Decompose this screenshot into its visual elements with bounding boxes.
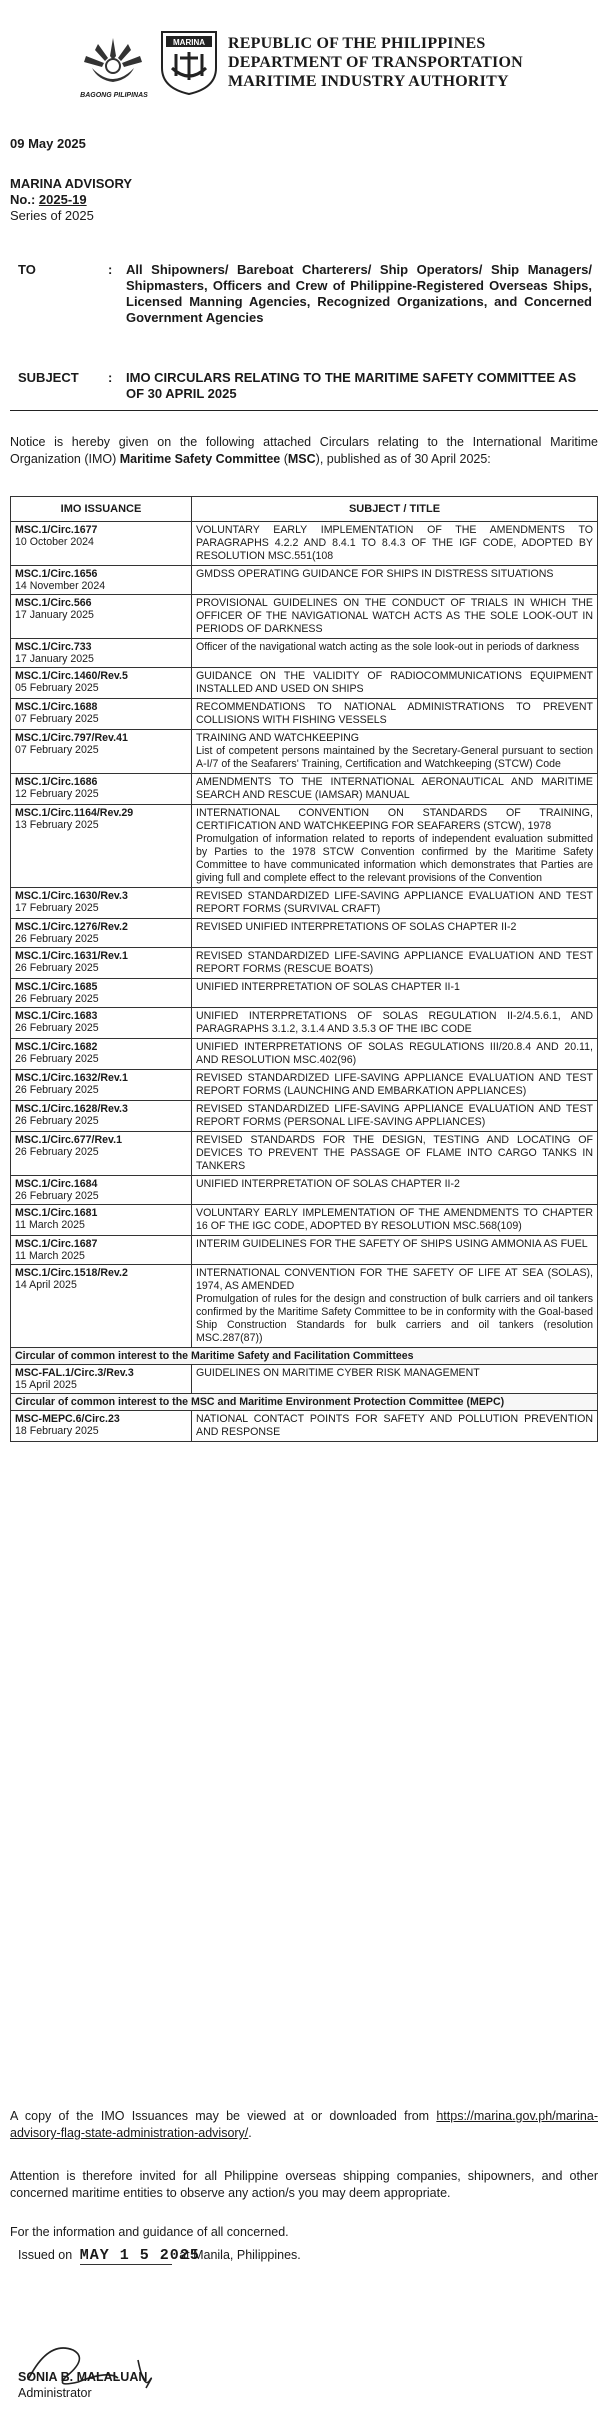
circular-code: MSC.1/Circ.1518/Rev.2 — [15, 1267, 128, 1279]
issuance-cell — [11, 595, 192, 639]
subject-cell — [192, 948, 598, 979]
circular-date: 12 February 2025 — [15, 788, 99, 800]
circular-date: 05 February 2025 — [15, 682, 99, 694]
issuance-cell — [11, 699, 192, 730]
circular-code: MSC.1/Circ.1630/Rev.3 — [15, 890, 128, 902]
logo-caption: BAGONG PILIPINAS — [80, 92, 148, 99]
circular-subject: UNIFIED INTERPRETATION OF SOLAS CHAPTER II-1 — [196, 981, 460, 993]
table-row — [11, 522, 598, 566]
copy-paragraph: A copy of the IMO Issuances may be viewed at or downloaded from https://marina.gov.ph/marina-advisory-flag-state-administration-advisory/. — [10, 2109, 598, 2140]
advisory-number-value: 2025-19 — [38, 192, 87, 207]
subject-cell — [192, 1008, 598, 1039]
circular-subject: UNIFIED INTERPRETATIONS OF SOLAS REGULATION II-2/4.5.6.1, AND PARAGRAPHS 3.1.2, 3.1.4 AND 3.5.3 OF THE IBC CODE — [196, 1010, 593, 1035]
issuance-cell — [11, 1101, 192, 1132]
circular-subject: REVISED STANDARDS FOR THE DESIGN, TESTING AND LOCATING OF DEVICES TO PREVENT THE PASSAGE OF FLAME INTO CARGO TANKS IN TANKERS — [196, 1134, 593, 1172]
circular-date: 11 March 2025 — [15, 1219, 85, 1231]
circular-subject: GMDSS OPERATING GUIDANCE FOR SHIPS IN DISTRESS SITUATIONS — [196, 568, 554, 580]
issued-date-stamp: MAY 1 5 2025 — [79, 2247, 200, 2264]
circular-code: MSC.1/Circ.1276/Rev.2 — [15, 921, 128, 933]
subject-cell — [192, 730, 598, 774]
header-line-department: DEPARTMENT OF TRANSPORTATION — [228, 54, 523, 71]
circular-code: MSC.1/Circ.1687 — [15, 1238, 98, 1250]
notice-paragraph: Notice is hereby given on the following attached Circulars relating to the International Maritime Organization (IMO) Maritime Safety Committee (MSC), published as of 30 April 2025: — [10, 435, 598, 466]
table-row — [11, 1101, 598, 1132]
section-heading: Circular of common interest to the Maritime Safety and Facilitation Committees — [11, 1348, 598, 1365]
circular-date: 07 February 2025 — [15, 713, 99, 725]
circular-subject: NATIONAL CONTACT POINTS FOR SAFETY AND POLLUTION PREVENTION AND RESPONSE — [196, 1413, 593, 1438]
circular-code: MSC.1/Circ.1677 — [15, 524, 98, 536]
circular-subject: REVISED STANDARDIZED LIFE-SAVING APPLIANCE EVALUATION AND TEST REPORT FORMS (RESCUE BOATS) — [196, 950, 593, 975]
table-row — [11, 888, 598, 919]
circular-date: 26 February 2025 — [15, 1190, 99, 1202]
table-row — [11, 668, 598, 699]
circular-code: MSC.1/Circ.1460/Rev.5 — [15, 670, 128, 682]
table-row — [11, 1176, 598, 1205]
table-row — [11, 1205, 598, 1236]
circular-code: MSC.1/Circ.1686 — [15, 776, 98, 788]
subject-cell — [192, 1070, 598, 1101]
circular-subject: AMENDMENTS TO THE INTERNATIONAL AERONAUTICAL AND MARITIME SEARCH AND RESCUE (IAMSAR) MANUAL — [196, 776, 593, 801]
subject-cell — [192, 1101, 598, 1132]
circular-code: MSC.1/Circ.1688 — [15, 701, 98, 713]
subject-cell — [192, 1236, 598, 1265]
circular-date: 14 November 2024 — [15, 580, 106, 592]
marina-logo-text: MARINA — [173, 38, 205, 47]
issuance-cell — [11, 639, 192, 668]
table-row — [11, 1070, 598, 1101]
subject-cell — [192, 1176, 598, 1205]
advisory-date: 09 May 2025 — [10, 136, 86, 151]
subject-cell — [192, 1132, 598, 1176]
advisory-number-label: No.: — [10, 192, 36, 207]
issuance-cell — [11, 1265, 192, 1348]
issuance-cell — [11, 919, 192, 948]
circular-date: 26 February 2025 — [15, 962, 99, 974]
circular-subject: GUIDANCE ON THE VALIDITY OF RADIOCOMMUNICATIONS EQUIPMENT INSTALLED AND USED ON SHIPS — [196, 670, 593, 695]
circular-date: 17 January 2025 — [15, 653, 94, 665]
table-row — [11, 595, 598, 639]
column-header-subject: SUBJECT / TITLE — [192, 497, 598, 522]
circular-code: MSC.1/Circ.733 — [15, 641, 92, 653]
to-colon: : — [108, 262, 113, 277]
table-row — [11, 1411, 598, 1442]
circular-subject: RECOMMENDATIONS TO NATIONAL ADMINISTRATIONS TO PREVENT COLLISIONS WITH FISHING VESSELS — [196, 701, 593, 726]
signatory-title: Administrator — [18, 2386, 92, 2400]
circular-subject: REVISED STANDARDIZED LIFE-SAVING APPLIANCE EVALUATION AND TEST REPORT FORMS (SURVIVAL CRAFT) — [196, 890, 593, 915]
circular-code: MSC.1/Circ.677/Rev.1 — [15, 1134, 122, 1146]
issuance-cell — [11, 1365, 192, 1394]
issuance-cell — [11, 566, 192, 595]
issuance-cell — [11, 888, 192, 919]
table-row — [11, 699, 598, 730]
circular-date: 17 January 2025 — [15, 609, 94, 621]
table-row — [11, 566, 598, 595]
circular-date: 10 October 2024 — [15, 536, 94, 548]
circular-code: MSC.1/Circ.1681 — [15, 1207, 98, 1219]
issuance-cell — [11, 1132, 192, 1176]
table-row — [11, 1365, 598, 1394]
issued-place: at Manila, Philippines. — [179, 2248, 301, 2262]
subject-cell — [192, 668, 598, 699]
subject-cell — [192, 888, 598, 919]
circular-code: MSC-MEPC.6/Circ.23 — [15, 1413, 120, 1425]
issuance-cell — [11, 948, 192, 979]
circular-code: MSC.1/Circ.1684 — [15, 1178, 98, 1190]
marina-logo — [158, 28, 220, 96]
signatory-name: SONIA B. MALALUAN — [18, 2370, 148, 2384]
circular-subject: REVISED STANDARDIZED LIFE-SAVING APPLIANCE EVALUATION AND TEST REPORT FORMS (PERSONAL LIFE-SAVING APPLIANCES) — [196, 1103, 593, 1128]
circular-date: 26 February 2025 — [15, 1022, 99, 1034]
circular-description: Promulgation of information related to reports of independent evaluation submitted by Parties to the 1978 STCW Convention confirmed by the Maritime Safety Committee to have communicated information which demonstrates that Parties are giving full and complete effect to the relevant provisions of the Convention — [196, 833, 593, 884]
guidance-paragraph: For the information and guidance of all concerned. — [10, 2225, 289, 2239]
circular-subject: REVISED UNIFIED INTERPRETATIONS OF SOLAS CHAPTER II-2 — [196, 921, 517, 933]
circular-subject: UNIFIED INTERPRETATIONS OF SOLAS REGULATIONS III/20.8.4 AND 20.11, AND RESOLUTION MSC.402(96) — [196, 1041, 593, 1066]
subject-cell — [192, 522, 598, 566]
subject-colon: : — [108, 370, 113, 385]
circular-code: MSC.1/Circ.1656 — [15, 568, 98, 580]
table-row — [11, 1236, 598, 1265]
subject-cell — [192, 639, 598, 668]
table-row — [11, 979, 598, 1008]
circular-subject: INTERNATIONAL CONVENTION ON STANDARDS OF TRAINING, CERTIFICATION AND WATCHKEEPING FOR SEAFARERS (STCW), 1978 — [196, 807, 593, 832]
circular-code: MSC.1/Circ.1628/Rev.3 — [15, 1103, 128, 1115]
circular-date: 26 February 2025 — [15, 1053, 99, 1065]
issuance-cell — [11, 522, 192, 566]
subject-cell — [192, 1265, 598, 1348]
circular-date: 15 April 2025 — [15, 1379, 77, 1391]
circular-code: MSC.1/Circ.797/Rev.41 — [15, 732, 128, 744]
circular-code: MSC.1/Circ.566 — [15, 597, 92, 609]
agency-header — [228, 34, 523, 91]
circular-code: MSC.1/Circ.1632/Rev.1 — [15, 1072, 128, 1084]
issuance-cell — [11, 730, 192, 774]
issuance-cell — [11, 1070, 192, 1101]
circular-date: 17 February 2025 — [15, 902, 99, 914]
table-row — [11, 730, 598, 774]
section-heading: Circular of common interest to the MSC and Maritime Environment Protection Committee (MEPC) — [11, 1394, 598, 1411]
circular-subject: INTERNATIONAL CONVENTION FOR THE SAFETY OF LIFE AT SEA (SOLAS), 1974, AS AMENDED — [196, 1267, 593, 1292]
issuance-cell — [11, 1236, 192, 1265]
circular-subject: GUIDELINES ON MARITIME CYBER RISK MANAGEMENT — [196, 1367, 480, 1379]
issuance-cell — [11, 1176, 192, 1205]
circular-date: 14 April 2025 — [15, 1279, 77, 1291]
to-recipients: All Shipowners/ Bareboat Charterers/ Ship Operators/ Ship Managers/ Shipmasters, Officers and Crew of Philippine-Registered Overseas Ships, Licensed Manning Agencies, Recognized Organizations, and Concerned Government Agencies — [126, 262, 592, 325]
circular-date: 18 February 2025 — [15, 1425, 99, 1437]
subject-cell — [192, 1039, 598, 1070]
table-row — [11, 805, 598, 888]
table-row — [11, 948, 598, 979]
attention-paragraph: Attention is therefore invited for all Philippine overseas shipping companies, shipowners, and other concerned maritime entities to observe any action/s you may deem appropriate. — [10, 2169, 598, 2200]
subject-cell — [192, 1365, 598, 1394]
circular-subject: VOLUNTARY EARLY IMPLEMENTATION OF THE AMENDMENTS TO PARAGRAPHS 4.2.2 AND 8.4.1 TO 8.4.3 OF THE IGF CODE, ADOPTED BY RESOLUTION MSC.551(108 — [196, 524, 593, 562]
download-link[interactable]: https://marina.gov.ph/marina-advisory-flag-state-administration-advisory/ — [10, 2109, 598, 2140]
section-row — [11, 1394, 598, 1411]
header-line-authority: MARITIME INDUSTRY AUTHORITY — [228, 73, 509, 90]
circular-description: List of competent persons maintained by the Secretary-General pursuant to section A-I/7 of the Seafarers' Training, Certification and Watchkeeping (STCW) Code — [196, 745, 593, 770]
issuance-cell — [11, 774, 192, 805]
table-row — [11, 774, 598, 805]
issued-on-label: Issued on — [18, 2248, 73, 2262]
issuance-cell — [11, 805, 192, 888]
circular-date: 26 February 2025 — [15, 933, 99, 945]
subject-cell — [192, 1411, 598, 1442]
circular-date: 11 March 2025 — [15, 1250, 85, 1262]
circular-subject: UNIFIED INTERPRETATION OF SOLAS CHAPTER II-2 — [196, 1178, 460, 1190]
column-header-issuance: IMO ISSUANCE — [11, 497, 192, 522]
circular-description: Promulgation of rules for the design and construction of bulk carriers and oil tankers confirmed by the Maritime Safety Committee to be in conformity with the Goal-based Ship Construction Standards for bulk carriers and oil tankers (resolution MSC.287(87)) — [196, 1293, 593, 1344]
circular-code: MSC.1/Circ.1682 — [15, 1041, 98, 1053]
table-row — [11, 1265, 598, 1348]
advisory-title: MARINA ADVISORY — [10, 176, 133, 191]
section-row — [11, 1348, 598, 1365]
issuance-cell — [11, 979, 192, 1008]
issued-line — [18, 2247, 301, 2265]
circular-code: MSC-FAL.1/Circ.3/Rev.3 — [15, 1367, 134, 1379]
subject-cell — [192, 774, 598, 805]
circular-date: 26 February 2025 — [15, 1146, 99, 1158]
table-row — [11, 1008, 598, 1039]
issuance-cell — [11, 1411, 192, 1442]
issuance-cell — [11, 1039, 192, 1070]
circular-code: MSC.1/Circ.1685 — [15, 981, 98, 993]
subject-cell — [192, 699, 598, 730]
circulars-table — [10, 496, 598, 1442]
table-row — [11, 639, 598, 668]
table-row — [11, 1039, 598, 1070]
divider — [10, 410, 598, 411]
advisory-number — [10, 192, 132, 208]
header-line-republic: REPUBLIC OF THE PHILIPPINES — [228, 35, 486, 52]
subject-cell — [192, 595, 598, 639]
subject-cell — [192, 805, 598, 888]
subject-cell — [192, 919, 598, 948]
subject-cell — [192, 566, 598, 595]
table-row — [11, 919, 598, 948]
circular-date: 26 February 2025 — [15, 1115, 99, 1127]
circular-code: MSC.1/Circ.1631/Rev.1 — [15, 950, 128, 962]
circular-date: 26 February 2025 — [15, 1084, 99, 1096]
table-body — [11, 522, 598, 1442]
advisory-series: Series of 2025 — [10, 208, 94, 223]
to-label: TO — [18, 262, 36, 277]
circular-subject: REVISED STANDARDIZED LIFE-SAVING APPLIANCE EVALUATION AND TEST REPORT FORMS (LAUNCHING AND EMBARKATION APPLIANCES) — [196, 1072, 593, 1097]
subject-text: IMO CIRCULARS RELATING TO THE MARITIME SAFETY COMMITTEE AS OF 30 APRIL 2025 — [126, 370, 577, 401]
subject-cell — [192, 979, 598, 1008]
issuance-cell — [11, 668, 192, 699]
issuance-cell — [11, 1008, 192, 1039]
bagong-pilipinas-logo — [78, 28, 148, 98]
table-row — [11, 1132, 598, 1176]
issuance-cell — [11, 1205, 192, 1236]
circular-code: MSC.1/Circ.1164/Rev.29 — [15, 807, 134, 819]
circular-subject: PROVISIONAL GUIDELINES ON THE CONDUCT OF TRIALS IN WHICH THE OFFICER OF THE NAVIGATIONAL WATCH ACTS AS THE SOLE LOOK-OUT IN PERIODS OF DARKNESS — [196, 597, 593, 635]
circular-date: 26 February 2025 — [15, 993, 99, 1005]
table-header-row — [11, 497, 598, 522]
circular-date: 13 February 2025 — [15, 819, 99, 831]
circular-subject: VOLUNTARY EARLY IMPLEMENTATION OF THE AMENDMENTS TO CHAPTER 16 OF THE IGC CODE, ADOPTED BY RESOLUTION MSC.568(109) — [196, 1207, 593, 1232]
circular-date: 07 February 2025 — [15, 744, 99, 756]
circular-code: MSC.1/Circ.1683 — [15, 1010, 98, 1022]
subject-label: SUBJECT — [18, 370, 79, 385]
circular-description: Officer of the navigational watch acting as the sole look-out in periods of darkness — [196, 641, 580, 653]
circular-subject: TRAINING AND WATCHKEEPING — [196, 732, 360, 744]
subject-cell — [192, 1205, 598, 1236]
circular-subject: INTERIM GUIDELINES FOR THE SAFETY OF SHIPS USING AMMONIA AS FUEL — [196, 1238, 588, 1250]
advisory-block — [10, 176, 132, 224]
